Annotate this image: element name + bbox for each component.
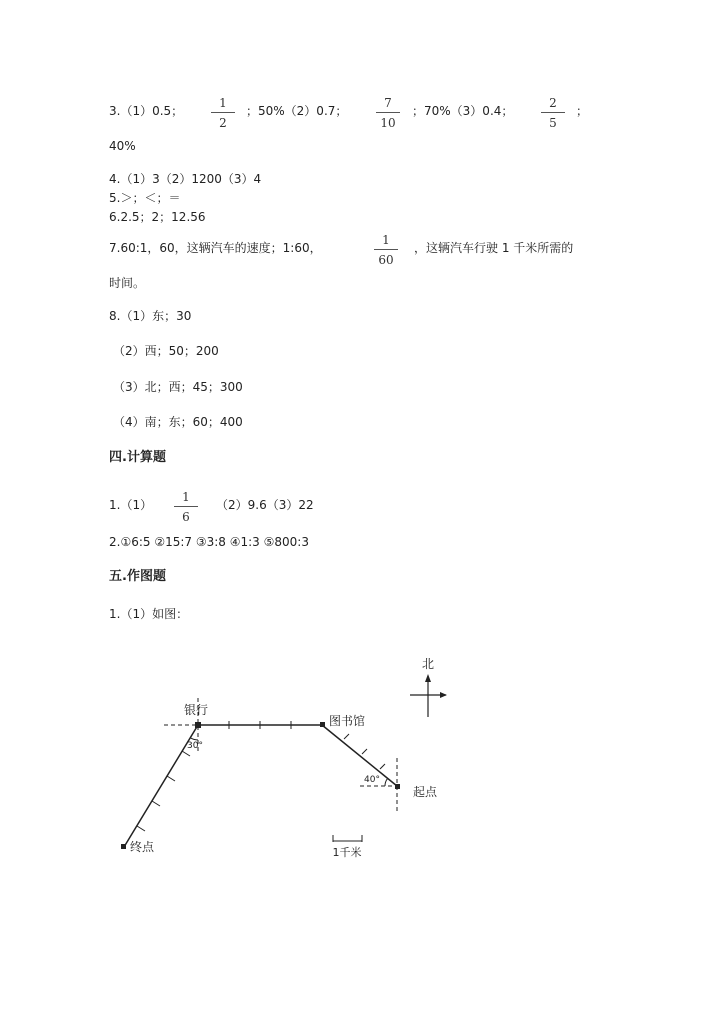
section4-q1-part2: （2）9.6（3）22 — [216, 498, 314, 512]
end-label: 终点 — [130, 840, 155, 854]
q7-line2: 时间。 — [109, 276, 146, 290]
library-label: 图书馆 — [329, 714, 366, 728]
q8-item-2: （2）西；50；200 — [113, 344, 219, 358]
q3-frac3-numerator: 2 — [549, 96, 557, 110]
compass — [410, 674, 447, 717]
q5-answer: 5.＞；＜；＝ — [109, 191, 181, 205]
q8-item-3: （3）北；西；45；300 — [113, 380, 243, 394]
start-point — [395, 784, 400, 789]
q7-frac-numerator: 1 — [382, 233, 390, 247]
q3-part2: ；50%（2）0.7； — [246, 104, 348, 118]
start-label: 起点 — [413, 785, 438, 799]
q4-answer: 4.（1）3（2）1200（3）4 — [109, 172, 262, 186]
route-start-to-library — [322, 725, 397, 786]
start-angle-label: 40° — [364, 775, 380, 785]
start-angle-arc — [385, 778, 388, 786]
bank-point — [195, 722, 201, 728]
section4-frac-denominator: 6 — [182, 510, 190, 524]
section4-frac-numerator: 1 — [182, 490, 190, 504]
section4-q2: 2.①6:5 ②15:7 ③3:8 ④1:3 ⑤800:3 — [109, 535, 309, 549]
q7-part2: ，这辆汽车行驶 1 千米所需的 — [414, 241, 574, 255]
bank-angle-label: 30° — [187, 741, 203, 751]
q3-frac1-numerator: 1 — [219, 96, 227, 110]
end-point — [121, 844, 126, 849]
q3-part4: ； — [576, 104, 589, 118]
route-ticks — [137, 721, 385, 831]
bank-label: 银行 — [184, 703, 209, 717]
section4-q1-part1: 1.（1） — [109, 498, 153, 512]
q7-part1: 7.60:1，60，这辆汽车的速度；1:60， — [109, 241, 322, 255]
q3-frac1-denominator: 2 — [219, 116, 227, 130]
scale-bar — [333, 835, 362, 842]
q8-item-1: 8.（1）东；30 — [109, 309, 192, 323]
bank-angle-arc — [190, 738, 198, 740]
q3-frac2-numerator: 7 — [384, 96, 392, 110]
q3-part1: 3.（1）0.5； — [109, 104, 184, 118]
q3-frac2-denominator: 10 — [380, 116, 396, 130]
q8-item-4: （4）南；东；60；400 — [113, 415, 243, 429]
q3-frac3-denominator: 5 — [549, 116, 557, 130]
q3-line2: 40% — [109, 139, 136, 153]
section5-title: 五.作图题 — [109, 569, 166, 584]
library-point — [320, 722, 325, 727]
q6-answer: 6.2.5；2；12.56 — [109, 210, 206, 224]
north-label: 北 — [421, 657, 435, 671]
section5-q1: 1.（1）如图： — [109, 607, 189, 621]
section4-title: 四.计算题 — [109, 450, 166, 465]
q3-part3: ；70%（3）0.4； — [412, 104, 514, 118]
scale-label: 1千米 — [332, 846, 362, 859]
q7-frac-denominator: 60 — [378, 253, 394, 267]
